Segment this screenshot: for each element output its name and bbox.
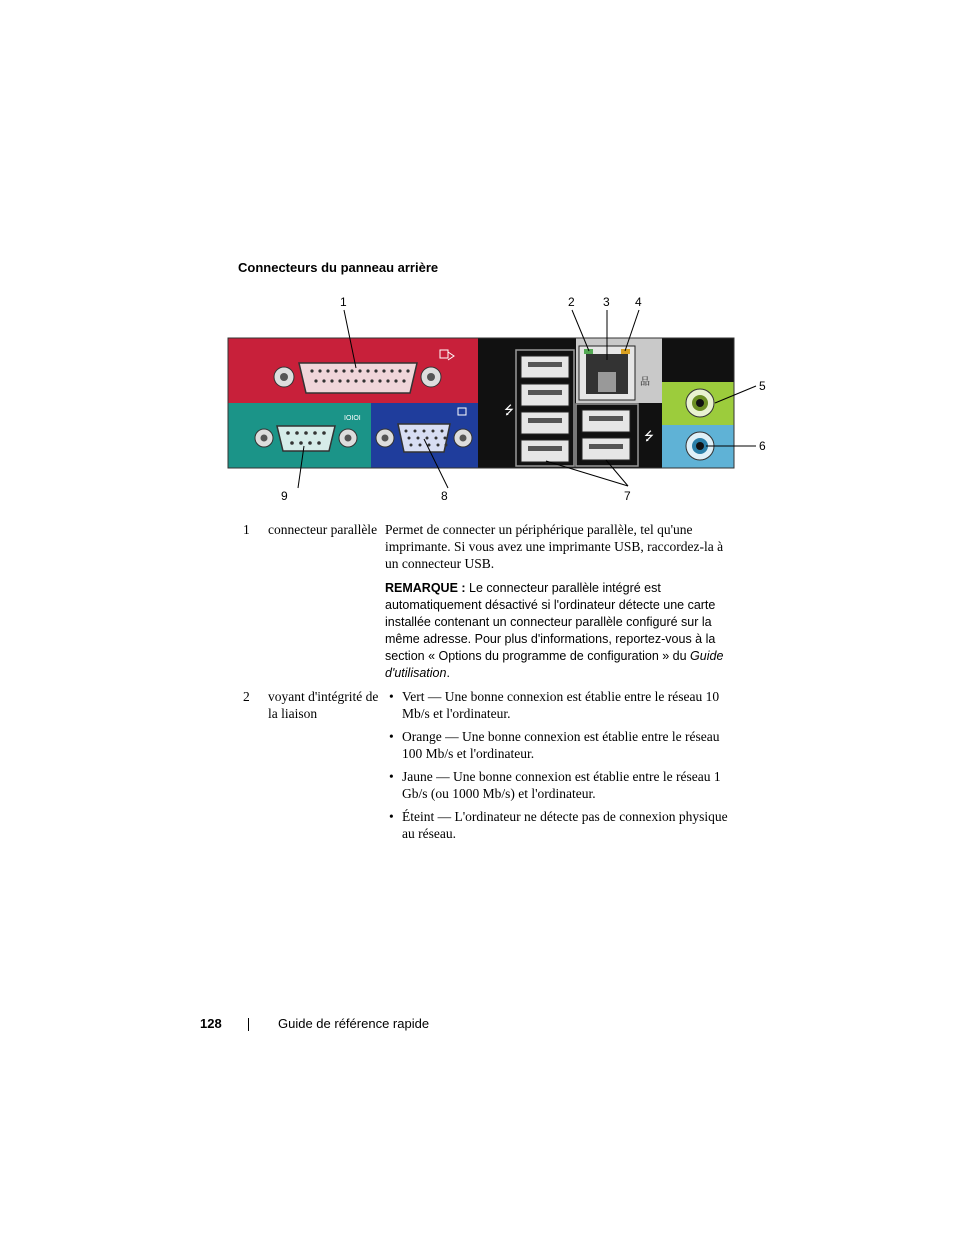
- note-end: .: [446, 666, 450, 680]
- svg-text:IOIOI: IOIOI: [344, 415, 361, 422]
- callout-2: 2: [568, 295, 575, 309]
- svg-text:⭍: ⭍: [504, 403, 514, 417]
- svg-text:⭍: ⭍: [644, 429, 654, 443]
- connector-table: [243, 521, 735, 848]
- list-item: • Orange — Une bonne connexion est établie entre le réseau 100 Mb/s et l'ordinateur.: [385, 728, 735, 762]
- connector-description: [385, 521, 735, 688]
- connector-name: connecteur parallèle: [268, 522, 378, 537]
- line-out-jack-icon: [686, 389, 714, 417]
- list-item: • Éteint — L'ordinateur ne détecte pas de connexion physique au réseau.: [385, 808, 735, 842]
- note-label: REMARQUE :: [385, 581, 466, 595]
- status-list: [385, 688, 735, 842]
- row-number: 2: [243, 689, 250, 704]
- row-number: 1: [243, 522, 250, 537]
- connector-description: [385, 688, 735, 848]
- note-guide-reference: Guide d'utilisation: [385, 649, 724, 680]
- callout-8: 8: [441, 489, 448, 503]
- note-text: Le connecteur parallèle intégré est automatiquement désactivé si l'ordinateur détecte une carte installée contenant un connecteur parallèle configuré sur la même adresse. Pour plus d'informations, reportez-vous à la section « Options du programme de configuration » du: [385, 581, 716, 663]
- footer-separator: [248, 1018, 249, 1031]
- callout-6: 6: [759, 439, 766, 453]
- section-title: Connecteurs du panneau arrière: [238, 260, 439, 275]
- note-block: [385, 580, 735, 682]
- callout-9: 9: [281, 489, 288, 503]
- list-item: • Jaune — Une bonne connexion est établie entre le réseau 1 Gb/s (ou 1000 Mb/s) et l'ordinateur.: [385, 768, 735, 802]
- table-row: [243, 521, 735, 688]
- callout-4: 4: [635, 295, 642, 309]
- callout-1: 1: [340, 295, 347, 309]
- svg-text:品: 品: [640, 377, 650, 388]
- callout-3: 3: [603, 295, 610, 309]
- page-number: 128: [200, 1016, 222, 1031]
- list-item: • Vert — Une bonne connexion est établie entre le réseau 10 Mb/s et l'ordinateur.: [385, 688, 735, 722]
- table-row: [243, 688, 735, 848]
- connector-name: voyant d'intégrité de la liaison: [268, 689, 379, 721]
- footer-document-title: Guide de référence rapide: [278, 1016, 430, 1031]
- callout-5: 5: [759, 379, 766, 393]
- rear-panel-figure: [226, 290, 771, 505]
- callout-7: 7: [624, 489, 631, 503]
- description-text: Permet de connecter un périphérique parallèle, tel qu'une imprimante. Si vous avez une imprimante USB, raccordez-la à un connecteur USB.: [385, 522, 724, 571]
